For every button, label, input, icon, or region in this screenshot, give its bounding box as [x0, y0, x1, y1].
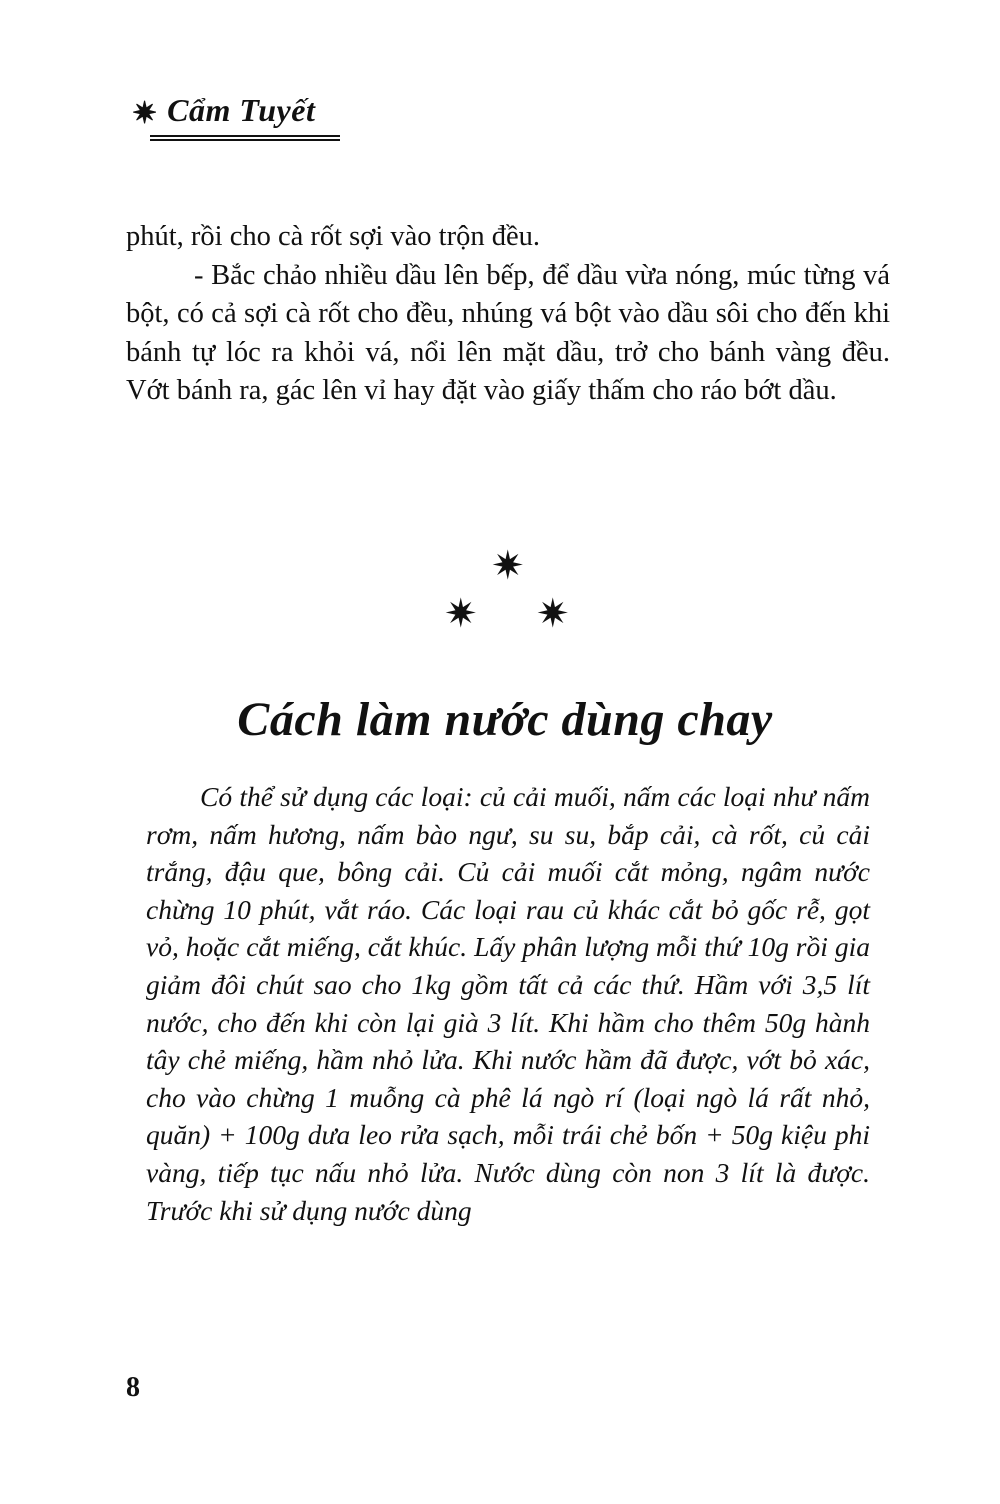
section-divider: [0, 540, 1000, 640]
intro-paragraph-continued: phút, rồi cho cà rốt sợi vào trộn đều.: [126, 221, 540, 252]
asterisk-star-icon: ✷: [132, 97, 158, 130]
intro-text: [126, 218, 890, 411]
divider-star-left-icon: ✷: [444, 591, 478, 636]
running-header: [132, 92, 342, 141]
section-heading: Cách làm nước dùng chay: [237, 693, 773, 746]
divider-star-top-icon: ✷: [491, 543, 525, 588]
page-number: 8: [126, 1372, 140, 1403]
recipe-body: [146, 778, 870, 1229]
header-double-rule: [150, 135, 340, 141]
intro-paragraph-frying: - Bắc chảo nhiều dầu lên bếp, để dầu vừa nóng, múc từng vá bột, có cả sợi cà rốt cho đều, nhúng vá bột vào dầu sôi cho đến khi bánh tự lóc ra khỏi vá, nổi lên mặt dầu, trở cho bánh vàng đều. Vớt bánh ra, gác lên vỉ hay đặt vào giấy thấm cho ráo bớt dầu.: [126, 259, 890, 406]
author-name: Cẩm Tuyết: [167, 92, 316, 128]
recipe-paragraph: Có thể sử dụng các loại: củ cải muối, nấm các loại như nấm rơm, nấm hương, nấm bào ngư, su su, bắp cải, cà rốt, củ cải trắng, đậu que, bông cải. Củ cải muối cắt mỏng, ngâm nước chừng 10 phút, vắt ráo. Các loại rau củ khác cắt bỏ gốc rễ, gọt vỏ, hoặc cắt miếng, cắt khúc. Lấy phân lượng mỗi thứ 10g rồi gia giảm đôi chút sao cho 1kg gồm tất cả các thứ. Hầm với 3,5 lít nước, cho đến khi còn lại già 3 lít. Khi hầm cho thêm 50g hành tây chẻ miếng, hầm nhỏ lửa. Khi nước hầm đã được, vớt bỏ xác, cho vào chừng 1 muỗng cà phê lá ngò rí (loại ngò lá rất nhỏ, quăn) + 100g dưa leo rửa sạch, mỗi trái chẻ bốn + 50g kiệu phi vàng, tiếp tục nấu nhỏ lửa. Nước dùng còn non 3 lít là được. Trước khi sử dụng nước dùng: [146, 781, 870, 1226]
divider-star-right-icon: ✷: [536, 591, 570, 636]
running-header-row: [132, 92, 342, 129]
